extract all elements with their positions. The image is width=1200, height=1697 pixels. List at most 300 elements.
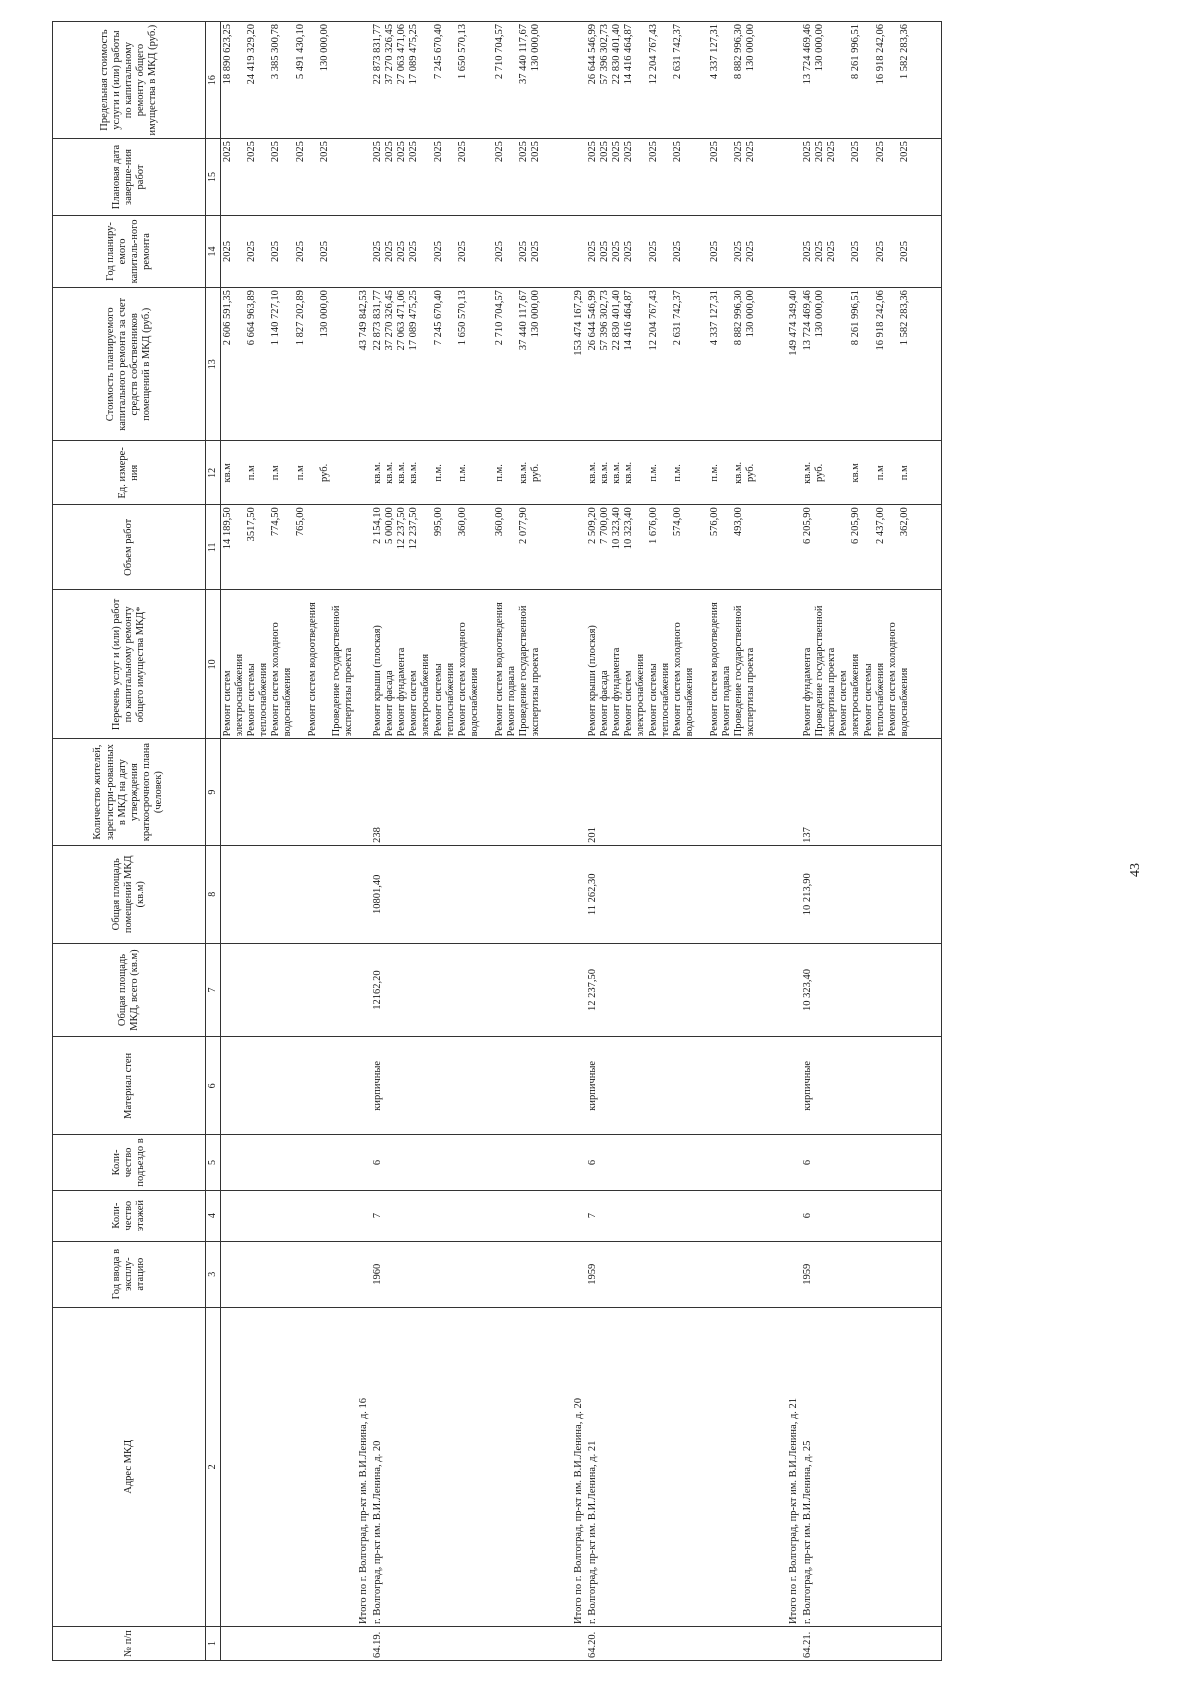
cell-line — [420, 507, 432, 587]
cell-line: 12 204 767,43 — [647, 290, 659, 351]
cell-line — [420, 24, 432, 136]
wall — [801, 1037, 925, 1135]
cell-line: 2 437,00 — [874, 507, 886, 544]
cell-line: 3 385 300,78 — [270, 24, 282, 80]
cell-line: 6 664 963,89 — [245, 290, 257, 346]
cell-line: п.м — [294, 465, 306, 481]
cell-line — [258, 218, 270, 285]
cell-line: 2025 — [672, 240, 684, 262]
empty-cell — [925, 215, 942, 287]
cell-line — [696, 141, 708, 213]
cell-line — [757, 507, 769, 587]
year-cell — [801, 215, 925, 287]
cell-line: кв.м. — [598, 461, 610, 484]
cell-line: Ремонт фасада — [598, 670, 610, 737]
cell-line — [684, 290, 696, 438]
cell-line — [307, 218, 319, 285]
cell-line: 2025 — [850, 141, 862, 163]
cell-line — [307, 141, 319, 213]
empty-cell — [556, 1626, 572, 1660]
cell-line — [826, 290, 838, 438]
cell-line — [307, 290, 319, 438]
cell-line: 2025 — [270, 141, 282, 163]
cell-line: 7 — [371, 1213, 383, 1219]
empty-cell — [220, 1307, 356, 1626]
cell-line: 2025 — [457, 141, 469, 163]
cell-line: 2025 — [611, 240, 623, 262]
empty-cell — [357, 505, 371, 590]
wall — [371, 1037, 556, 1135]
cell-line — [721, 218, 733, 285]
cell-line: 2 077,90 — [517, 507, 529, 544]
empty-cell — [771, 215, 787, 287]
column-number: 1 — [206, 1626, 221, 1660]
empty-cell — [572, 739, 586, 845]
cell-line: Ремонт фундамента — [611, 647, 623, 737]
total-label — [357, 1307, 371, 1626]
cell-line — [826, 24, 838, 136]
unit-cell — [801, 441, 925, 505]
cell-line: 576,00 — [708, 507, 720, 537]
cell-line — [506, 218, 518, 285]
cell-line — [506, 507, 518, 587]
volume-cell — [586, 505, 771, 590]
cell-line: Ремонт системы теплоснабжения — [862, 662, 886, 737]
cell-line: 57 396 302,73 — [598, 290, 610, 351]
cell-line: п.м. — [647, 464, 659, 482]
cell-line: 130 000,00 — [745, 290, 757, 338]
cell-line: 2025 — [826, 141, 838, 163]
empty-cell — [572, 1190, 586, 1241]
cell-line — [696, 24, 708, 136]
cell-line: 22 873 831,77 — [371, 24, 383, 85]
cell-line: 2025 — [432, 240, 444, 262]
cell-line: г. Волгоград, пр-кт им. В.И.Ленина, д. 25 — [801, 1440, 813, 1624]
cell-line — [838, 507, 850, 587]
empty-cell — [220, 1037, 356, 1135]
column-number-row — [206, 22, 221, 1661]
cell-line: кв.м. — [611, 461, 623, 484]
empty-cell — [357, 739, 371, 845]
empty-cell — [787, 590, 801, 739]
total-cost — [572, 288, 586, 441]
cell-line — [469, 507, 481, 587]
cell-line: Ремонт системы теплоснабжения — [245, 662, 270, 737]
cell-line: 130 000,00 — [813, 24, 825, 72]
empty-cell — [787, 215, 801, 287]
works-cell — [801, 590, 925, 739]
empty-cell — [556, 441, 572, 505]
empty-cell — [556, 845, 572, 943]
cell-line: 2025 — [586, 141, 598, 163]
cell-line — [838, 290, 850, 438]
spacer-row — [925, 22, 942, 1661]
cell-line — [481, 443, 493, 502]
cell-line: 22 830 401,40 — [611, 24, 623, 85]
empty-cell — [572, 1135, 586, 1190]
cell-line: 1 140 727,10 — [270, 290, 282, 346]
cell-line: 201 — [586, 827, 598, 843]
cell-line: г. Волгоград, пр-кт им. В.И.Ленина, д. 21 — [586, 1440, 598, 1624]
empty-cell — [556, 139, 572, 216]
cell-line — [445, 507, 457, 587]
cell-line: 2025 — [245, 240, 257, 262]
column-number: 10 — [206, 590, 221, 739]
limit-cell — [371, 22, 556, 139]
cell-line: 37 440 117,67 — [517, 290, 529, 351]
cell-line: 10 323,40 — [623, 507, 635, 550]
cell-line: 12 237,50 — [586, 969, 598, 1012]
cell-line: 1 582 283,36 — [899, 290, 911, 346]
cell-line — [863, 24, 875, 136]
total-row — [572, 22, 586, 1661]
column-number: 11 — [206, 505, 221, 590]
cell-line: 2025 — [457, 240, 469, 262]
cell-line: 130 000,00 — [530, 290, 542, 338]
cell-line: Ремонт систем холодного водоснабжения — [270, 622, 294, 737]
empty-cell — [771, 139, 787, 216]
cell-line: 10 213,90 — [801, 873, 813, 916]
cell-line — [283, 443, 295, 502]
cell-line — [757, 443, 769, 502]
empty-cell — [787, 22, 801, 139]
column-number: 13 — [206, 288, 221, 441]
empty-cell — [771, 22, 787, 139]
cell-line: п.м — [874, 465, 886, 481]
cell-line — [696, 507, 708, 587]
cell-line — [481, 592, 493, 736]
capital-repair-table — [52, 21, 942, 1661]
cell-line — [283, 24, 295, 136]
cell-line — [469, 24, 481, 136]
cell-line: 360,00 — [493, 507, 505, 537]
end-cell — [801, 139, 925, 216]
cell-line — [542, 507, 554, 587]
cell-line: Ремонт систем водоотведения — [708, 602, 720, 737]
empty-cell — [771, 441, 787, 505]
cell-line: г. Волгоград, пр-кт им. В.И.Ленина, д. 20 — [371, 1440, 383, 1624]
address — [801, 1307, 925, 1626]
cell-line: Ремонт систем водоотведения — [306, 602, 318, 737]
cell-line: 12 237,50 — [408, 507, 420, 550]
cell-line — [863, 290, 875, 438]
cell-line — [258, 24, 270, 136]
year-cell — [586, 215, 771, 287]
spacer-row — [556, 22, 572, 1661]
cell-line — [258, 290, 270, 438]
cell-line — [635, 507, 647, 587]
cell-line — [684, 507, 696, 587]
cell-line: 17 089 475,25 — [408, 24, 420, 85]
cell-line: кв.м. — [623, 461, 635, 484]
works-cell — [371, 590, 556, 739]
cell-line: 26 644 546,99 — [586, 290, 598, 351]
column-number: 12 — [206, 441, 221, 505]
cell-line: п.м. — [457, 464, 469, 482]
empty-cell — [357, 22, 371, 139]
cell-line: 10 323,40 — [801, 969, 813, 1012]
cell-line: 765,00 — [294, 507, 306, 537]
empty-cell — [572, 845, 586, 943]
empty-cell — [925, 845, 942, 943]
cell-line: 6 — [371, 1159, 383, 1166]
column-header: Год планиру-емого капиталь-ного ремонта — [53, 215, 206, 287]
cell-line: Ремонт систем электроснабжения — [838, 653, 862, 737]
empty-cell — [787, 505, 801, 590]
cell-line — [420, 443, 432, 502]
empty-cell — [572, 505, 586, 590]
column-header: Плановая дата заверше-ния работ — [53, 139, 206, 216]
empty-cell — [357, 590, 371, 739]
cell-line: 22 830 401,40 — [611, 290, 623, 351]
wall — [586, 1037, 771, 1135]
column-header: Общая площадь МКД, всего (кв.м) — [53, 943, 206, 1037]
limit-cell — [220, 22, 356, 139]
cell-line: 2025 — [801, 240, 813, 262]
cell-line: 2 710 704,57 — [493, 290, 505, 346]
cell-line: п.м. — [672, 464, 684, 482]
empty-cell — [925, 1190, 942, 1241]
cell-line — [481, 290, 493, 438]
empty-cell — [220, 845, 356, 943]
cell-line: Ремонт системы теплоснабжения — [647, 662, 671, 737]
cell-line: кв.м — [221, 463, 233, 483]
cell-line: 6 205,90 — [801, 507, 813, 544]
cell-line: Ремонт систем электроснабжения — [221, 653, 245, 737]
cell-line: 2025 — [270, 240, 282, 262]
cell-line — [911, 290, 923, 438]
cell-line: п.м. — [708, 464, 720, 482]
column-number: 4 — [206, 1190, 221, 1241]
cell-line: 2025 — [586, 240, 598, 262]
cell-line — [826, 443, 838, 502]
empty-cell — [572, 590, 586, 739]
cell-line — [420, 290, 432, 438]
empty-cell — [925, 1626, 942, 1660]
cell-line — [283, 218, 295, 285]
cell-line — [234, 443, 246, 502]
cell-line: 57 396 302,73 — [598, 24, 610, 85]
floors — [371, 1190, 556, 1241]
cell-line: Проведение государственной экспертизы проекта — [331, 605, 355, 737]
cell-line: 2025 — [517, 141, 529, 163]
cell-line: 16 918 242,06 — [874, 290, 886, 351]
cell-line — [838, 443, 850, 502]
empty-cell — [357, 441, 371, 505]
cell-line — [635, 290, 647, 438]
column-header: Общая площадь помещений МКД (кв.м) — [53, 845, 206, 943]
cell-line — [481, 24, 493, 136]
spacer-row — [771, 22, 787, 1661]
cell-line: 7 700,00 — [598, 507, 610, 544]
cell-line: п.м. — [493, 464, 505, 482]
cell-line — [234, 218, 246, 285]
table-row — [801, 22, 925, 1661]
cell-line — [660, 290, 672, 438]
cell-line: 2025 — [874, 240, 886, 262]
cell-line — [887, 218, 899, 285]
cell-line — [911, 141, 923, 213]
cell-line — [757, 141, 769, 213]
cell-line: 2025 — [517, 240, 529, 262]
cell-line: 12 204 767,43 — [647, 24, 659, 85]
empty-cell — [787, 1241, 801, 1307]
cell-line: 2025 — [813, 141, 825, 163]
cell-line: 2025 — [319, 240, 331, 262]
empty-cell — [925, 739, 942, 845]
cell-line: кирпичные — [371, 1060, 383, 1111]
cell-line — [283, 290, 295, 438]
residents — [801, 739, 925, 845]
cell-line: 2025 — [530, 141, 542, 163]
end-cell — [586, 139, 771, 216]
cell-line — [307, 24, 319, 136]
column-number: 2 — [206, 1307, 221, 1626]
empty-cell — [556, 1307, 572, 1626]
end-cell — [371, 139, 556, 216]
empty-cell — [572, 943, 586, 1037]
cell-line: 130 000,00 — [813, 290, 825, 338]
column-header: Материал стен — [53, 1037, 206, 1135]
empty-cell — [925, 22, 942, 139]
volume-cell — [801, 505, 925, 590]
cell-line: 493,00 — [732, 507, 744, 537]
cell-line: 2025 — [493, 141, 505, 163]
cell-line: 1 650 570,13 — [457, 290, 469, 346]
area-rooms — [586, 845, 771, 943]
unit-cell — [586, 441, 771, 505]
cell-line: 2025 — [647, 240, 659, 262]
empty-cell — [925, 590, 942, 739]
cell-line: 2025 — [623, 240, 635, 262]
cell-line: п.м. — [432, 464, 444, 482]
cell-line: 16 918 242,06 — [874, 24, 886, 85]
column-header: Адрес МКД — [53, 1307, 206, 1626]
cell-line: 8 882 996,30 — [732, 290, 744, 346]
cell-line: Проведение государственной экспертизы проекта — [813, 605, 838, 737]
floors — [801, 1190, 925, 1241]
table-row — [220, 22, 356, 1661]
cell-line: руб. — [319, 463, 331, 482]
cell-line — [684, 443, 696, 502]
empty-cell — [787, 1190, 801, 1241]
entrances — [586, 1135, 771, 1190]
cell-line: 2025 — [647, 141, 659, 163]
empty-cell — [771, 1037, 787, 1135]
empty-cell — [556, 215, 572, 287]
cell-line — [469, 290, 481, 438]
empty-cell — [771, 1241, 787, 1307]
cell-line — [911, 507, 923, 587]
cell-line — [696, 443, 708, 502]
cell-line — [234, 24, 246, 136]
cell-line: 2025 — [396, 141, 408, 163]
cell-line: руб. — [530, 463, 542, 482]
cell-line: 27 063 471,06 — [396, 290, 408, 351]
cell-line: 8 261 996,51 — [850, 290, 862, 346]
cell-line: 7 245 670,40 — [432, 24, 444, 80]
cell-line: Итого по г. Волгоград, пр-кт им. В.И.Ленина, д. 20 — [572, 1397, 584, 1624]
cell-line: 3517,50 — [245, 507, 257, 542]
empty-cell — [787, 139, 801, 216]
limit-cell — [801, 22, 925, 139]
works-cell — [586, 590, 771, 739]
cell-line: 2025 — [371, 141, 383, 163]
empty-cell — [771, 1626, 787, 1660]
column-number: 9 — [206, 739, 221, 845]
cell-line: 1 676,00 — [647, 507, 659, 544]
cell-line: 2025 — [826, 240, 838, 262]
cell-line — [660, 218, 672, 285]
cell-line: 2025 — [383, 240, 395, 262]
cell-line: 27 063 471,06 — [396, 24, 408, 85]
cell-line — [234, 507, 246, 587]
cell-line: 130 000,00 — [319, 24, 331, 72]
cell-line: 238 — [371, 827, 383, 843]
unit-cell — [220, 441, 356, 505]
cell-line — [863, 507, 875, 587]
cell-line — [696, 290, 708, 438]
cell-line — [506, 443, 518, 502]
cell-line: 37 440 117,67 — [517, 24, 529, 84]
cell-line: 2025 — [813, 240, 825, 262]
empty-cell — [787, 441, 801, 505]
column-number: 3 — [206, 1241, 221, 1307]
total-label — [572, 1307, 586, 1626]
cell-line: 13 724 469,46 — [801, 290, 813, 351]
cell-line — [283, 507, 295, 587]
area-rooms — [371, 845, 556, 943]
cell-line — [283, 141, 295, 213]
cell-line — [635, 24, 647, 136]
cell-line — [445, 290, 457, 438]
empty-cell — [787, 739, 801, 845]
cell-line — [757, 24, 769, 136]
cell-line: 6 — [586, 1159, 598, 1166]
cell-line — [814, 507, 826, 587]
column-number: 7 — [206, 943, 221, 1037]
cell-line — [258, 443, 270, 502]
cell-line — [721, 141, 733, 213]
empty-cell — [556, 1241, 572, 1307]
cell-line: Проведение государственной экспертизы проекта — [732, 605, 757, 737]
empty-cell — [925, 139, 942, 216]
cell-line: 2025 — [221, 141, 233, 163]
end-cell — [220, 139, 356, 216]
cell-line: 6 205,90 — [850, 507, 862, 544]
empty-cell — [220, 1135, 356, 1190]
cell-line: 2025 — [383, 141, 395, 163]
cell-line — [469, 443, 481, 502]
cell-line: 2025 — [294, 240, 306, 262]
table-body — [220, 22, 941, 1661]
cell-line — [234, 141, 246, 213]
cell-line: 37 270 326,45 — [383, 24, 395, 85]
row-number — [371, 1626, 556, 1660]
cell-line: Итого по г. Волгоград, пр-кт им. В.И.Ленина, д. 21 — [787, 1397, 799, 1624]
cell-line: 2 631 742,37 — [672, 24, 684, 80]
column-header: Год ввода в эксплу-атацию — [53, 1241, 206, 1307]
cell-line — [481, 507, 493, 587]
total-row — [787, 22, 801, 1661]
cell-line: 6 — [801, 1213, 813, 1219]
column-header: № п/п — [53, 1626, 206, 1660]
cell-line: 130 000,00 — [530, 24, 542, 72]
cell-line — [469, 218, 481, 285]
cell-line — [684, 24, 696, 136]
cell-line — [635, 443, 647, 502]
empty-cell — [771, 943, 787, 1037]
